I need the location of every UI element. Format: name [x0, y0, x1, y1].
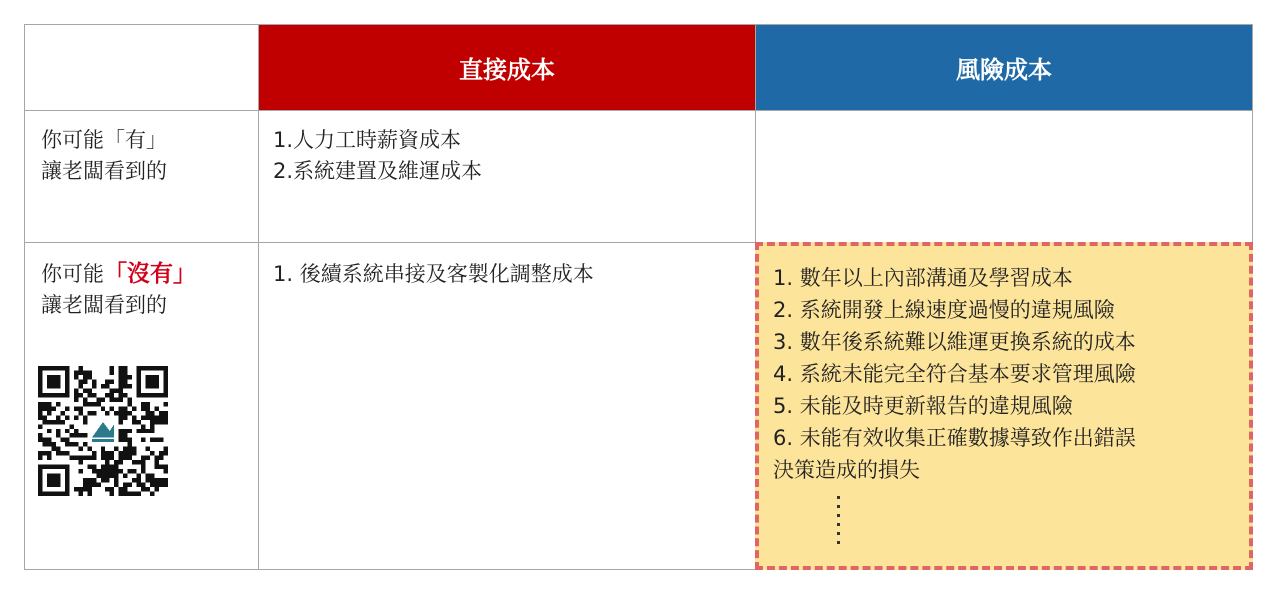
corner-cell: [24, 24, 259, 111]
list-item: 6. 未能有效收集正確數據導致作出錯誤: [773, 426, 1136, 450]
list-item: 3. 數年後系統難以維運更換系統的成本: [773, 330, 1136, 354]
row-hidden-label-highlight: 「沒有」: [104, 261, 196, 287]
list-item: 5. 未能及時更新報告的違規風險: [773, 394, 1073, 418]
qr-code-icon: [38, 366, 168, 496]
list-item: 1. 數年以上內部溝通及學習成本: [773, 266, 1073, 290]
list-item: 1. 後續系統串接及客製化調整成本: [273, 262, 594, 286]
direct-cost-header: [258, 24, 756, 111]
risk-cost-header: [755, 24, 1253, 111]
row-visible-label-line2: 讓老闆看到的: [41, 159, 167, 183]
list-item: 2. 系統開發上線速度過慢的違規風險: [773, 298, 1115, 322]
direct-cost-header-label: 直接成本: [459, 56, 555, 84]
list-item: 2.系統建置及維運成本: [273, 159, 483, 183]
list-item: 決策造成的損失: [773, 458, 920, 482]
list-item: 4. 系統未能完全符合基本要求管理風險: [773, 362, 1136, 386]
row-hidden-label-line2: 讓老闆看到的: [41, 293, 167, 317]
row-visible-label: [24, 110, 259, 243]
row-hidden-label-prefix: 你可能: [41, 262, 104, 286]
row-visible-risk-cost: [755, 110, 1253, 243]
row-hidden-direct-cost: [258, 242, 756, 570]
row-visible-direct-cost: [258, 110, 756, 243]
row-hidden-label-line1: [41, 259, 258, 290]
risk-cost-header-label: 風險成本: [956, 56, 1052, 84]
row-visible-label-line1: 你可能「有」: [41, 128, 167, 152]
risk-cost-highlight-box: [755, 242, 1253, 570]
list-item: 1.人力工時薪資成本: [273, 128, 462, 152]
ellipsis-vertical-icon: [837, 496, 843, 550]
cost-comparison-table: [24, 24, 1253, 570]
